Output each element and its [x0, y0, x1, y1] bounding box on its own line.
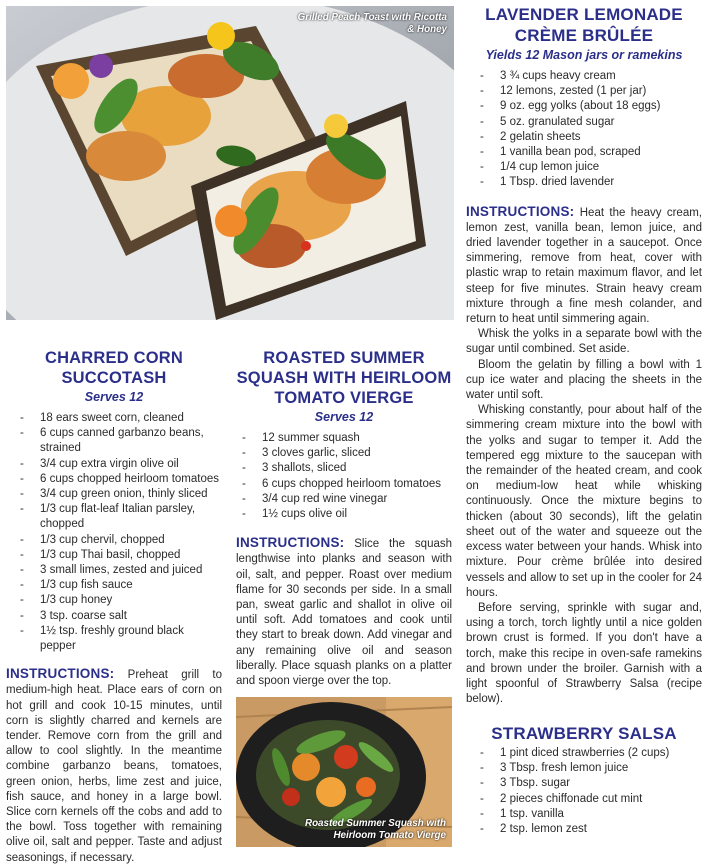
instructions-label: INSTRUCTIONS: — [6, 666, 115, 682]
ingredient-item: - 3 cloves garlic, sliced — [236, 446, 452, 461]
squash-caption: Roasted Summer Squash with Heirloom Tomato Vierge — [305, 818, 446, 841]
ingredient-item: - 6 cups chopped heirloom tomatoes — [14, 472, 222, 487]
squash-recipe — [236, 348, 452, 689]
ingredient-item: - 3 Tbsp. sugar — [474, 776, 702, 791]
corn-title: CHARRED CORN SUCCOTASH — [44, 349, 184, 387]
ingredient-item: - 3 small limes, zested and juiced — [14, 563, 222, 578]
ingredient-item: - 1 pint diced strawberries (2 cups) — [474, 746, 702, 761]
ingredient-item: - 3/4 cup green onion, thinly sliced — [14, 487, 222, 502]
ingredient-item: - 9 oz. egg yolks (about 18 eggs) — [474, 99, 702, 114]
squash-photo — [236, 697, 452, 847]
peach-toast-image — [6, 6, 454, 320]
ingredient-item: - 3 shallots, sliced — [236, 461, 452, 476]
strawberry-recipe — [466, 724, 702, 837]
ingredient-item: - 2 tsp. lemon zest — [474, 822, 702, 837]
ingredient-item: - 2 pieces chiffonade cut mint — [474, 792, 702, 807]
lavender-step-4: Whisking constantly, pour about half of the simmering cream mixture into the bowl with the yolks and sugar to temper it. Add the tempered egg mixture to the saucepan with the remainder of the heated cream, and cook on medium-low heat while whisking continuously. Once the mixture begins to thicken (about 30 seconds), lift the gelatin sheet out of the water and squeeze out the excess water between your hands. Whisk into mixture. Pour crème brûlée into desired vessels and allow to set up in the cooler for 24 hours. — [466, 404, 702, 599]
lavender-recipe — [466, 4, 702, 707]
ingredient-item: - 3/4 cup extra virgin olive oil — [14, 457, 222, 472]
ingredient-item: - 18 ears sweet corn, cleaned — [14, 411, 222, 426]
ingredient-item: - 1 vanilla bean pod, scraped — [474, 145, 702, 160]
ingredient-item: - 3 tsp. coarse salt — [14, 609, 222, 624]
ingredient-item: - 1 tsp. vanilla — [474, 807, 702, 822]
ingredient-item: - 6 cups canned garbanzo beans, strained — [14, 426, 222, 456]
lavender-yield: Yields 12 Mason jars or ramekins — [485, 48, 683, 62]
corn-instructions — [6, 666, 222, 866]
ingredient-item: - 1 Tbsp. dried lavender — [474, 175, 702, 190]
strawberry-title: STRAWBERRY SALSA — [491, 724, 677, 743]
squash-ingredients — [236, 431, 452, 522]
ingredient-item: - 6 cups chopped heirloom tomatoes — [236, 477, 452, 492]
instructions-label: INSTRUCTIONS: — [236, 535, 345, 551]
ingredient-item: - 2 gelatin sheets — [474, 130, 702, 145]
lavender-step-3: Bloom the gelatin by filling a bowl with 1 cup ice water and placing the sheets in the water until soft. — [466, 358, 702, 402]
lavender-instructions — [466, 204, 702, 328]
corn-recipe — [6, 348, 222, 866]
squash-title: ROASTED SUMMER SQUASH WITH HEIRLOOM TOMATO VIERGE — [236, 349, 452, 407]
ingredient-item: - 1/3 cup chervil, chopped — [14, 533, 222, 548]
instructions-label: INSTRUCTIONS: — [466, 203, 575, 219]
ingredient-item: - 1/3 cup Thai basil, chopped — [14, 548, 222, 563]
corn-instructions-text: Preheat grill to medium-high heat. Place ears of corn on hot grill and cook 10-15 minutes, until corn is slightly charred and kernels are tender. Remove corn from the grill and allow to cool slightly. In the meantime combine garbanzo beans, tomatoes, green onion, herbs, lime zest and juice, fish sauce, and honey in a large bowl. Slice corn kernels off the cobs and add to the bowl. Toss together with remaining olive oil, salt and pepper. Taste and adjust seasonings, if necessary. — [6, 669, 222, 864]
ingredient-item: - 3 Tbsp. fresh lemon juice — [474, 761, 702, 776]
ingredient-item: - 1½ cups olive oil — [236, 507, 452, 522]
ingredient-item: - 12 lemons, zested (1 per jar) — [474, 84, 702, 99]
squash-instructions — [236, 535, 452, 689]
peach-toast-photo — [6, 6, 454, 320]
ingredient-item: - 1/3 cup flat-leaf Italian parsley, chopped — [14, 502, 222, 532]
ingredient-item: - 1½ tsp. freshly ground black pepper — [14, 624, 222, 654]
ingredient-item: - 12 summer squash — [236, 431, 452, 446]
squash-serves: Serves 12 — [314, 410, 374, 424]
strawberry-ingredients — [466, 746, 702, 837]
lavender-title: LAVENDER LEMONADE CRÈME BRÛLÉE — [485, 5, 683, 45]
lavender-step-5: Before serving, sprinkle with sugar and, using a torch, torch lightly until a nice golden brown crust is formed. If you don't have a torch, make this recipe in oven-safe ramekins and brown under the broiler. Garnish with a light spoonful of Strawberry Salsa (recipe below). — [466, 601, 702, 706]
corn-ingredients — [6, 411, 222, 654]
ingredient-item: - 3/4 cup red wine vinegar — [236, 492, 452, 507]
ingredient-item: - 3 ¾ cups heavy cream — [474, 69, 702, 84]
peach-toast-caption: Grilled Peach Toast with Ricotta & Honey — [297, 12, 447, 35]
ingredient-item: - 1/3 cup honey — [14, 593, 222, 608]
squash-instructions-text: Slice the squash lengthwise into planks and season with oil, salt, and pepper. Roast over medium flame for 30 seconds per side. In a small pan, sweat garlic and shallot in olive oil until soft. Add tomatoes and cook until they start to break down. Add vinegar and any remaining olive oil and season liberally. Place squash planks on a platter and spoon vierge over the top. — [236, 538, 453, 688]
lavender-ingredients — [466, 69, 702, 191]
lavender-step-1: Heat the heavy cream, lemon zest, vanilla bean, lemon juice, and dried lavender together in a saucepot. Once simmering, remove from heat, cover with plastic wrap to retain maximum flavor, and let steep for five minutes. Strain heavy cream mixture through a fine mesh colander, and return to heat until simmering again. — [466, 206, 702, 326]
ingredient-item: - 1/3 cup fish sauce — [14, 578, 222, 593]
ingredient-item: - 5 oz. granulated sugar — [474, 115, 702, 130]
lavender-step-2: Whisk the yolks in a separate bowl with the sugar until combined. Set aside. — [466, 328, 702, 356]
corn-serves: Serves 12 — [84, 390, 144, 404]
ingredient-item: - 1/4 cup lemon juice — [474, 160, 702, 175]
